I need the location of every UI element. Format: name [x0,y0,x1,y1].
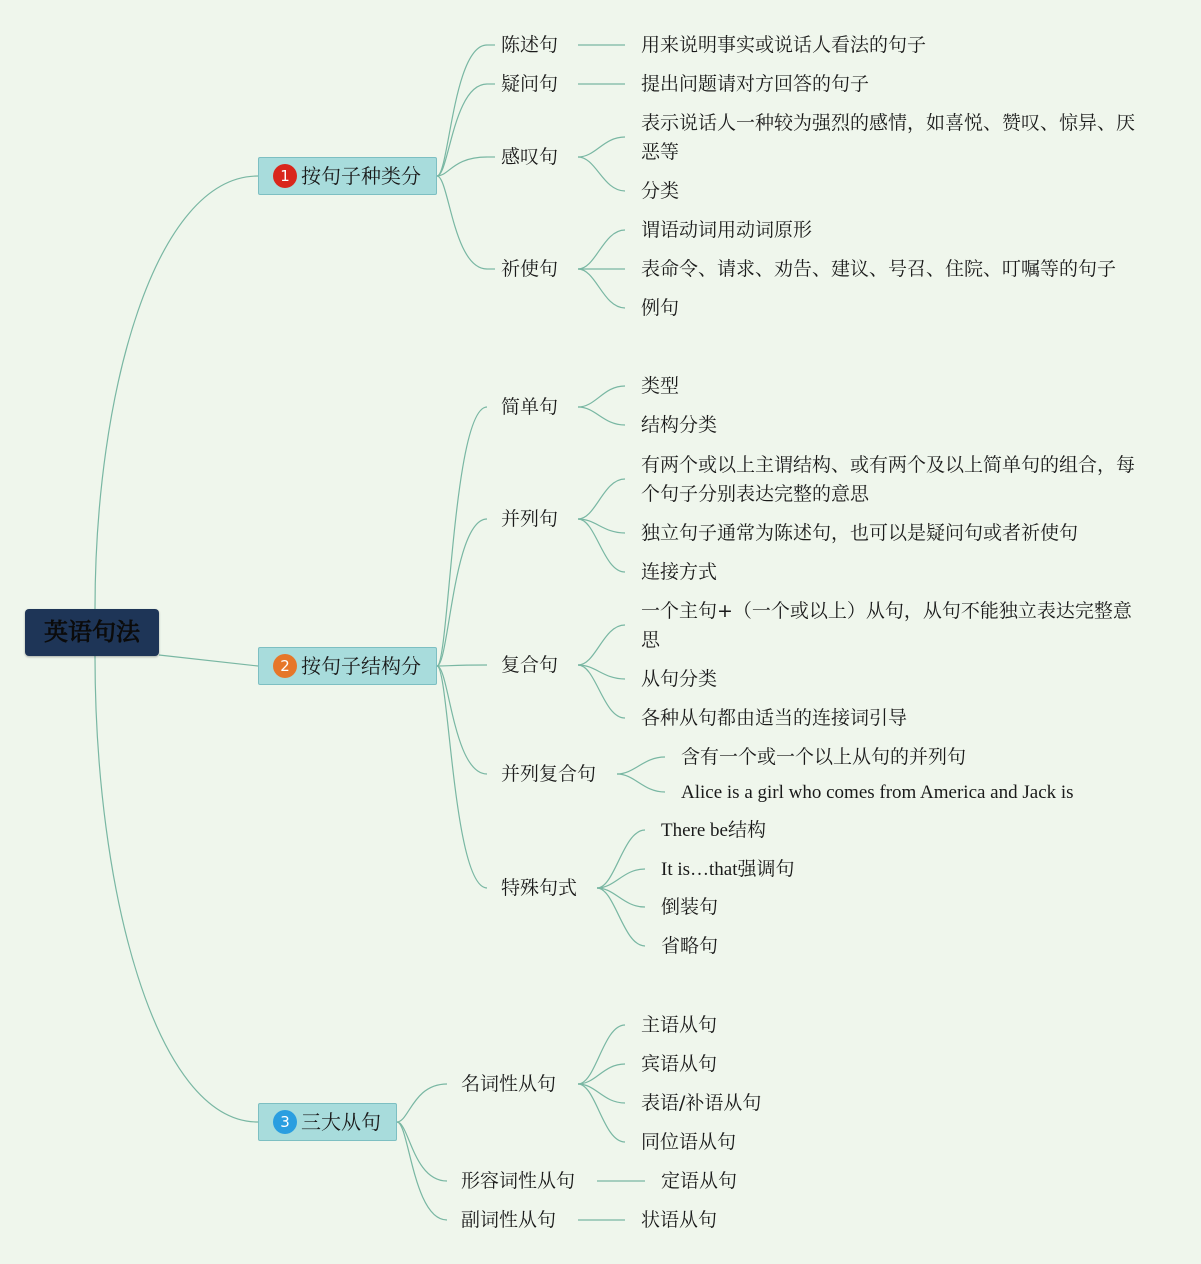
connector [578,665,625,679]
topic-exclamatory[interactable]: 感叹句 [501,146,559,168]
topic-adverbial-clause[interactable]: 副词性从句 [461,1209,557,1231]
subtopic[interactable]: 从句分类 [641,668,718,690]
connector [437,666,487,888]
subtopic[interactable]: There be结构 [661,820,766,841]
connector [95,656,258,1122]
priority-2-icon: 2 [273,654,297,678]
connector [578,519,625,533]
subtopic[interactable]: 例句 [641,297,680,319]
connector [437,176,487,269]
connector [397,1122,447,1220]
subtopic[interactable]: 宾语从句 [641,1053,718,1075]
connector [437,407,487,666]
subtopic[interactable]: 谓语动词用动词原形 [641,219,813,241]
topic-nominal-clause[interactable]: 名词性从句 [461,1073,557,1095]
connector [578,625,625,665]
branch-sentence-type[interactable] [258,157,437,195]
connector [159,655,258,666]
subtopic[interactable]: 用来说明事实或说话人看法的句子 [641,34,927,56]
subtopic[interactable]: 各种从句都由适当的连接词引导 [641,707,908,729]
topic-declarative[interactable]: 陈述句 [501,34,559,56]
connector [578,1025,625,1084]
connector [397,1084,447,1122]
subtopic[interactable]: It is…that强调句 [661,859,795,880]
branch-label: 按句子结构分 [301,654,421,678]
connector [578,137,625,157]
subtopic[interactable]: 提出问题请对方回答的句子 [641,73,870,95]
connector [578,157,625,191]
subtopic[interactable]: 状语从句 [641,1209,718,1231]
topic-complex-sentence[interactable]: 复合句 [501,654,559,676]
subtopic[interactable]: 表命令、请求、劝告、建议、号召、住院、叮嘱等的句子 [641,258,1117,280]
topic-compound-complex[interactable]: 并列复合句 [501,763,597,785]
subtopic[interactable]: 结构分类 [641,414,718,436]
branch-three-clauses[interactable] [258,1103,397,1141]
subtopic[interactable]: 分类 [641,180,680,202]
priority-3-icon: 3 [273,1110,297,1134]
connector [437,519,487,666]
connector [578,386,625,407]
connector [617,757,665,774]
branch-sentence-structure[interactable] [258,647,437,685]
subtopic[interactable]: 含有一个或一个以上从句的并列句 [681,746,967,768]
subtopic[interactable]: 主语从句 [641,1014,718,1036]
branch-label: 三大从句 [301,1110,381,1134]
connector [397,1122,447,1181]
connector [578,1084,625,1142]
connector [437,666,487,774]
connector [437,45,487,176]
topic-special-patterns[interactable]: 特殊句式 [501,877,578,899]
priority-1-icon: 1 [273,164,297,188]
topic-adjective-clause[interactable]: 形容词性从句 [461,1170,576,1192]
root-node[interactable] [25,609,159,656]
connector [578,407,625,425]
branch-label: 按句子种类分 [301,164,421,188]
subtopic[interactable]: 表语/补语从句 [641,1092,762,1114]
topic-compound-sentence[interactable]: 并列句 [501,508,559,530]
connector [597,830,645,888]
subtopic[interactable]: 同位语从句 [641,1131,737,1153]
subtopic[interactable]: 连接方式 [641,561,718,583]
subtopic[interactable]: 倒装句 [661,896,719,918]
subtopic[interactable]: 类型 [641,375,680,397]
topic-imperative[interactable]: 祈使句 [501,258,559,280]
subtopic[interactable]: 一个主句+（一个或以上）从句，从句不能独立表达完整意思 [641,600,1132,651]
connector [578,269,625,308]
connector [95,176,258,609]
subtopic-example[interactable]: Alice is a girl who comes from America and Jack is [681,782,1074,803]
root-label: 英语句法 [44,618,140,646]
connector [437,665,487,666]
topic-simple-sentence[interactable]: 简单句 [501,396,559,418]
subtopic[interactable]: 独立句子通常为陈述句，也可以是疑问句或者祈使句 [641,522,1079,544]
connector [578,479,625,519]
connector [578,230,625,269]
connector [617,774,665,792]
subtopic[interactable]: 有两个或以上主谓结构、或有两个及以上简单句的组合，每个句子分别表达完整的意思 [641,454,1136,505]
subtopic[interactable]: 定语从句 [661,1170,738,1192]
topic-interrogative[interactable]: 疑问句 [501,73,559,95]
subtopic[interactable]: 省略句 [661,935,719,957]
connector [597,888,645,946]
subtopic[interactable]: 表示说话人一种较为强烈的感情，如喜悦、赞叹、惊异、厌恶等 [641,112,1136,163]
